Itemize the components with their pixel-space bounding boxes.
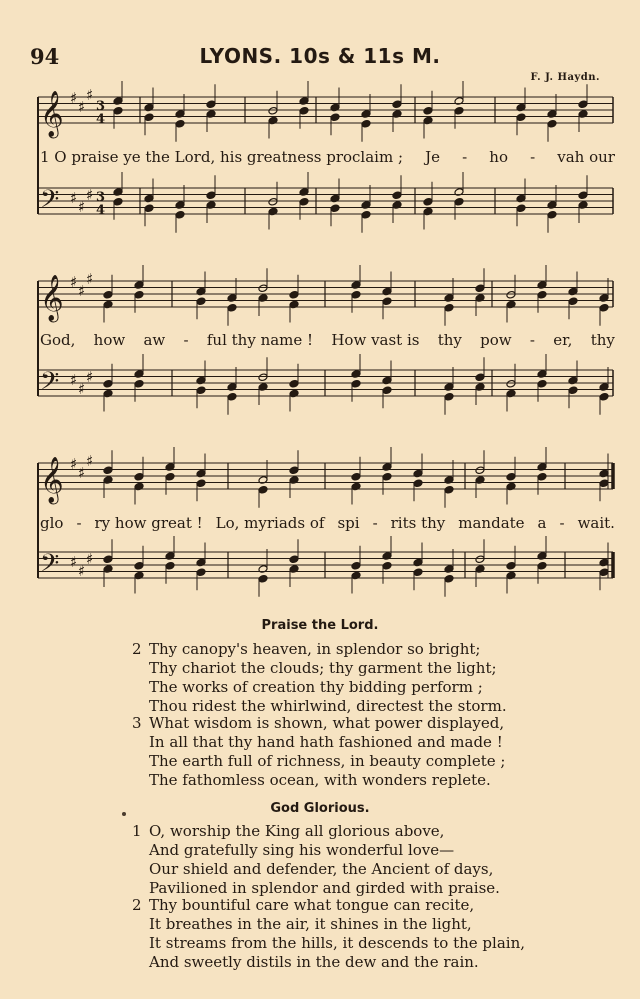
lyric-syllable: a xyxy=(537,514,547,532)
note-head xyxy=(516,113,526,122)
note-head xyxy=(113,197,123,206)
note-head xyxy=(330,113,340,122)
note-head xyxy=(444,392,454,401)
note-head xyxy=(444,485,454,494)
note-head xyxy=(144,113,154,122)
note-head xyxy=(196,386,206,395)
note-head xyxy=(475,555,485,564)
note-head xyxy=(330,204,340,213)
note-head xyxy=(268,106,278,115)
treble-clef-icon: 𝄞 xyxy=(40,275,64,321)
note-head xyxy=(289,555,299,564)
note-head xyxy=(475,373,485,382)
sharp-icon: ♯ xyxy=(70,89,78,107)
note-head xyxy=(382,472,392,481)
lyric-syllable: 1 O praise ye the Lord, his greatness proclaim ; xyxy=(40,148,404,166)
time-signature-top: 3 xyxy=(96,99,106,114)
note-head xyxy=(351,290,361,299)
note-head xyxy=(454,106,464,115)
note-head xyxy=(413,479,423,488)
lyric-line-1 xyxy=(40,148,615,166)
stanza-line: Thou ridest the whirlwind, directest the storm. xyxy=(149,697,507,715)
note-head xyxy=(413,568,423,577)
lyric-syllable: - xyxy=(462,148,468,166)
bass-clef-icon: 𝄢 xyxy=(40,367,60,402)
lyric-syllable: thy xyxy=(437,331,462,349)
sharp-icon: ♯ xyxy=(78,464,86,482)
lyric-line-2 xyxy=(40,331,615,349)
note-head xyxy=(103,379,113,388)
note-head xyxy=(506,472,516,481)
treble-clef-icon: 𝄞 xyxy=(40,91,64,137)
note-head xyxy=(165,561,175,570)
sharp-icon: ♯ xyxy=(70,189,78,207)
lyric-syllable: thy xyxy=(590,331,615,349)
sharp-icon: ♯ xyxy=(86,270,94,288)
note-head xyxy=(144,204,154,213)
note-head xyxy=(599,568,609,577)
lyric-syllable: mandate xyxy=(458,514,525,532)
note-head xyxy=(103,290,113,299)
lyric-syllable: - xyxy=(559,514,565,532)
note-head xyxy=(351,379,361,388)
note-head xyxy=(361,210,371,219)
treble-clef-icon: 𝄞 xyxy=(40,457,64,503)
note-head xyxy=(134,472,144,481)
sharp-icon: ♯ xyxy=(70,455,78,473)
stanza-line: The fathomless ocean, with wonders replete. xyxy=(149,771,491,789)
lyric-syllable: vah our xyxy=(557,148,615,166)
lyric-syllable: - xyxy=(76,514,82,532)
note-head xyxy=(196,479,206,488)
stanza-line: The earth full of richness, in beauty complete ; xyxy=(149,752,506,770)
note-head xyxy=(392,191,402,200)
stanza-line: And gratefully sing his wonderful love— xyxy=(149,841,455,859)
stanza xyxy=(132,896,525,972)
sharp-icon: ♯ xyxy=(70,553,78,571)
note-head xyxy=(351,472,361,481)
note-head xyxy=(423,106,433,115)
lyric-syllable: - xyxy=(183,331,189,349)
stanza-line: Our shield and defender, the Ancient of days, xyxy=(149,860,494,878)
hymn-heading-praise-the-lord: Praise the Lord. xyxy=(261,618,379,633)
stanza-text: What wisdom is shown, what power displayed, xyxy=(149,714,505,732)
lyric-syllable: pow xyxy=(480,331,512,349)
sharp-icon: ♯ xyxy=(78,562,86,580)
stanza-number: 3 xyxy=(132,714,142,732)
time-signature-bottom: 4 xyxy=(96,112,106,127)
note-head xyxy=(444,574,454,583)
note-head xyxy=(299,197,309,206)
note-head xyxy=(175,119,185,128)
note-head xyxy=(258,485,268,494)
note-head xyxy=(113,106,123,115)
lyric-syllable: ry how great ! xyxy=(94,514,203,532)
lyric-syllable: How vast is xyxy=(331,331,420,349)
lyric-syllable: ful thy name ! xyxy=(206,331,314,349)
stanza-line: In all that thy hand hath fashioned and made ! xyxy=(149,733,503,751)
hymn-heading-god-glorious: God Glorious. xyxy=(270,801,370,816)
lyric-syllable: Je xyxy=(425,148,441,166)
note-head xyxy=(351,561,361,570)
note-head xyxy=(227,392,237,401)
lyric-syllable: - xyxy=(529,331,535,349)
stanza-number: 1 xyxy=(132,822,142,840)
stanza-line xyxy=(132,896,525,915)
note-head xyxy=(289,379,299,388)
stanza-line: The works of creation thy bidding perform ; xyxy=(149,678,483,696)
sharp-icon: ♯ xyxy=(70,273,78,291)
note-head xyxy=(444,303,454,312)
lyric-syllable: how xyxy=(93,331,126,349)
sharp-icon: ♯ xyxy=(86,550,94,568)
sharp-icon: ♯ xyxy=(70,371,78,389)
note-head xyxy=(599,392,609,401)
stanza-line: It breathes in the air, it shines in the light, xyxy=(149,915,472,933)
sharp-icon: ♯ xyxy=(86,86,94,104)
note-head xyxy=(599,303,609,312)
note-head xyxy=(165,472,175,481)
note-head xyxy=(206,191,216,200)
composer: F. J. Haydn. xyxy=(530,72,600,83)
note-head xyxy=(361,119,371,128)
note-head xyxy=(537,561,547,570)
note-head xyxy=(134,379,144,388)
note-head xyxy=(289,290,299,299)
lyric-syllable: spi xyxy=(337,514,360,532)
note-head xyxy=(196,297,206,306)
stanza-line: Thy chariot the clouds; thy garment the light; xyxy=(149,659,497,677)
page-number: 94 xyxy=(30,44,60,69)
note-head xyxy=(506,290,516,299)
note-head xyxy=(568,297,578,306)
stanza-text: Thy bountiful care what tongue can recite, xyxy=(149,896,475,914)
note-head xyxy=(392,100,402,109)
sharp-icon: ♯ xyxy=(86,186,94,204)
stanza-number: 2 xyxy=(132,640,142,658)
lyric-syllable: ho xyxy=(489,148,508,166)
stanza-text: O, worship the King all glorious above, xyxy=(149,822,445,840)
note-head xyxy=(268,197,278,206)
note-head xyxy=(382,561,392,570)
sharp-icon: ♯ xyxy=(78,380,86,398)
note-head xyxy=(382,386,392,395)
lyric-syllable: aw xyxy=(143,331,166,349)
note-head xyxy=(299,106,309,115)
note-head xyxy=(134,290,144,299)
note-head xyxy=(506,561,516,570)
note-head xyxy=(289,466,299,475)
note-head xyxy=(578,191,588,200)
lyric-syllable: - xyxy=(530,148,536,166)
note-head xyxy=(382,297,392,306)
note-head xyxy=(258,574,268,583)
lyric-syllable: wait. xyxy=(577,514,615,532)
note-head xyxy=(475,284,485,293)
note-head xyxy=(578,100,588,109)
stanza-line xyxy=(132,640,507,659)
stanza xyxy=(132,822,500,898)
time-signature-top: 3 xyxy=(96,190,106,205)
stanza-number: 2 xyxy=(132,896,142,914)
note-head xyxy=(516,204,526,213)
note-head xyxy=(537,472,547,481)
note-head xyxy=(175,210,185,219)
stanza-line: Pavilioned in splendor and girded with praise. xyxy=(149,879,500,897)
note-head xyxy=(423,197,433,206)
sharp-icon: ♯ xyxy=(86,452,94,470)
note-head xyxy=(547,210,557,219)
note-head xyxy=(537,379,547,388)
note-head xyxy=(103,466,113,475)
note-head xyxy=(134,561,144,570)
stanza xyxy=(132,714,505,790)
sharp-icon: ♯ xyxy=(78,198,86,216)
note-head xyxy=(206,100,216,109)
stanza-line: It streams from the hills, it descends to the plain, xyxy=(149,934,525,952)
note-head xyxy=(568,386,578,395)
note-head xyxy=(258,373,268,382)
stanza-text: Thy canopy's heaven, in splendor so bright; xyxy=(149,640,481,658)
note-head xyxy=(547,119,557,128)
sharp-icon: ♯ xyxy=(86,368,94,386)
note-head xyxy=(599,479,609,488)
stanza xyxy=(132,640,507,716)
note-head xyxy=(227,303,237,312)
lyric-syllable: God, xyxy=(40,331,76,349)
note-head xyxy=(196,568,206,577)
note-head xyxy=(103,555,113,564)
stanza-line xyxy=(132,822,500,841)
time-signature-bottom: 4 xyxy=(96,203,106,218)
lyric-line-3 xyxy=(40,514,615,532)
tune-title: LYONS. 10s & 11s M. xyxy=(199,44,441,68)
note-head xyxy=(454,197,464,206)
lyric-syllable: glo xyxy=(40,514,64,532)
sharp-icon: ♯ xyxy=(78,98,86,116)
note-head xyxy=(475,466,485,475)
lyric-syllable: Lo, myriads of xyxy=(215,514,325,532)
note-head xyxy=(506,379,516,388)
bass-clef-icon: 𝄢 xyxy=(40,185,60,220)
bass-clef-icon: 𝄢 xyxy=(40,549,60,584)
lyric-syllable: rits thy xyxy=(390,514,446,532)
note-head xyxy=(537,290,547,299)
note-head xyxy=(258,284,268,293)
lyric-syllable: er, xyxy=(553,331,573,349)
stanza-line xyxy=(132,714,505,733)
lyric-syllable: - xyxy=(372,514,378,532)
stanza-line: And sweetly distils in the dew and the rain. xyxy=(149,953,479,971)
sharp-icon: ♯ xyxy=(78,282,86,300)
